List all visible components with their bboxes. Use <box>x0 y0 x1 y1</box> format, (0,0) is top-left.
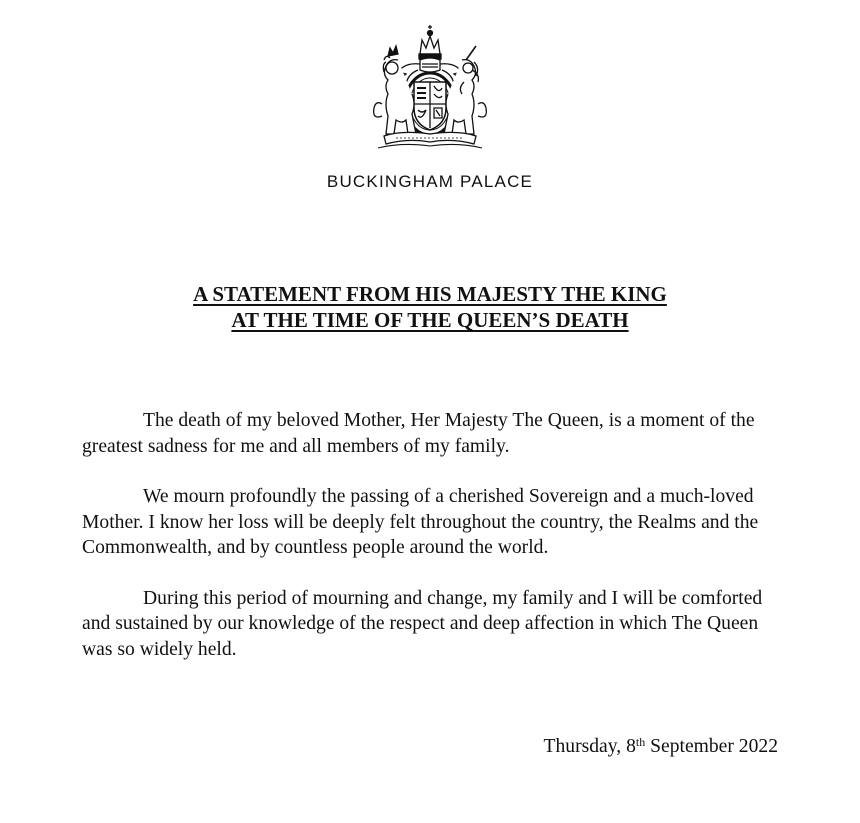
title-line-2: AT THE TIME OF THE QUEEN’S DEATH <box>231 308 629 332</box>
statement-title <box>0 281 860 333</box>
date-prefix: Thursday, 8 <box>543 736 636 757</box>
paragraph-1: The death of my beloved Mother, Her Majesty The Queen, is a moment of the greatest sadness for me and all members of my family. <box>82 410 755 457</box>
paragraph-2: We mourn profoundly the passing of a cherished Sovereign and a much-loved Mother. I know her loss will be deeply felt throughout the country, the Realms and the Commonwealth, and by countless people around the world. <box>82 486 759 558</box>
statement-date <box>0 735 778 759</box>
letterhead-name: BUCKINGHAM PALACE <box>326 172 534 191</box>
royal-coat-of-arms-icon <box>362 24 498 152</box>
paragraph-3: During this period of mourning and change, my family and I will be comforted and sustained by our knowledge of the respect and deep affection in which The Queen was so widely held. <box>82 587 763 660</box>
date-ordinal-suffix: th <box>635 735 646 749</box>
date-rest: September 2022 <box>645 736 778 757</box>
statement-body <box>82 408 782 687</box>
title-line-1: A STATEMENT FROM HIS MAJESTY THE KING <box>193 282 667 306</box>
